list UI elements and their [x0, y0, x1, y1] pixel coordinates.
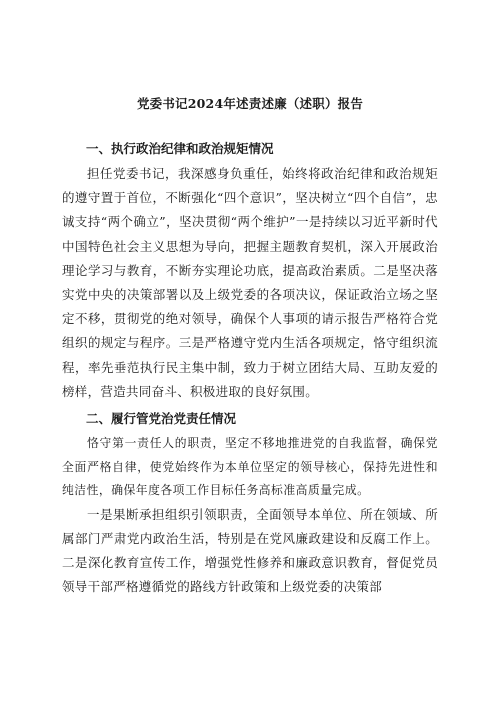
- section-1-paragraph-1: 担任党委书记，我深感身负重任，始终将政治纪律和政治规矩的遵守置于首位，不断强化“四个意识”，坚决树立“四个自信”，忠诚支持“两个确立”，坚决贯彻“两个维护”一是持续以习近平新时代中国特色社会主义思想为导向，把握主题教育契机，深入开展政治理论学习与教育，不断夯实理论功底，提高政治素质。二是坚决落实党中央的决策部署以及上级党委的各项决议，保证政治立场之坚定不移，贯彻党的绝对领导，确保个人事项的请示报告严格符合党组织的规定与程序。三是严格遵守党内生活各项规定，恪守组织流程，率先垂范执行民主集中制，致力于树立团结大局、互助友爱的榜样，营造共同奋斗、积极进取的良好氛围。: [62, 166, 438, 399]
- section-heading-2: 二、履行管党治党责任情况: [86, 411, 237, 427]
- document-body: [62, 136, 438, 600]
- section-2-paragraph-1: 恪守第一责任人的职责，坚定不移地推进党的自我监督，确保党全面严格自律，使党始终作为本单位坚定的领导核心，保持先进性和纯洁性，确保年度各项工作目标任务高标准高质量完成。: [62, 436, 438, 498]
- section-heading-1: 一、执行政治纪律和政治规矩情况: [86, 141, 274, 156]
- section-2-paragraph-2: 一是果断承担组织引领职责，全面领导本单位、所在领域、所属部门严肃党内政治生活，特别是在党风廉政建设和反腐工作上。二是深化教育宣传工作，增强党性修养和廉政意识教育，督促党员领导干部严格遵循党的路线方针政策和上级党委的决策部: [62, 506, 438, 595]
- document-title: 党委书记2024年述责述廉（述职）报告: [136, 96, 364, 111]
